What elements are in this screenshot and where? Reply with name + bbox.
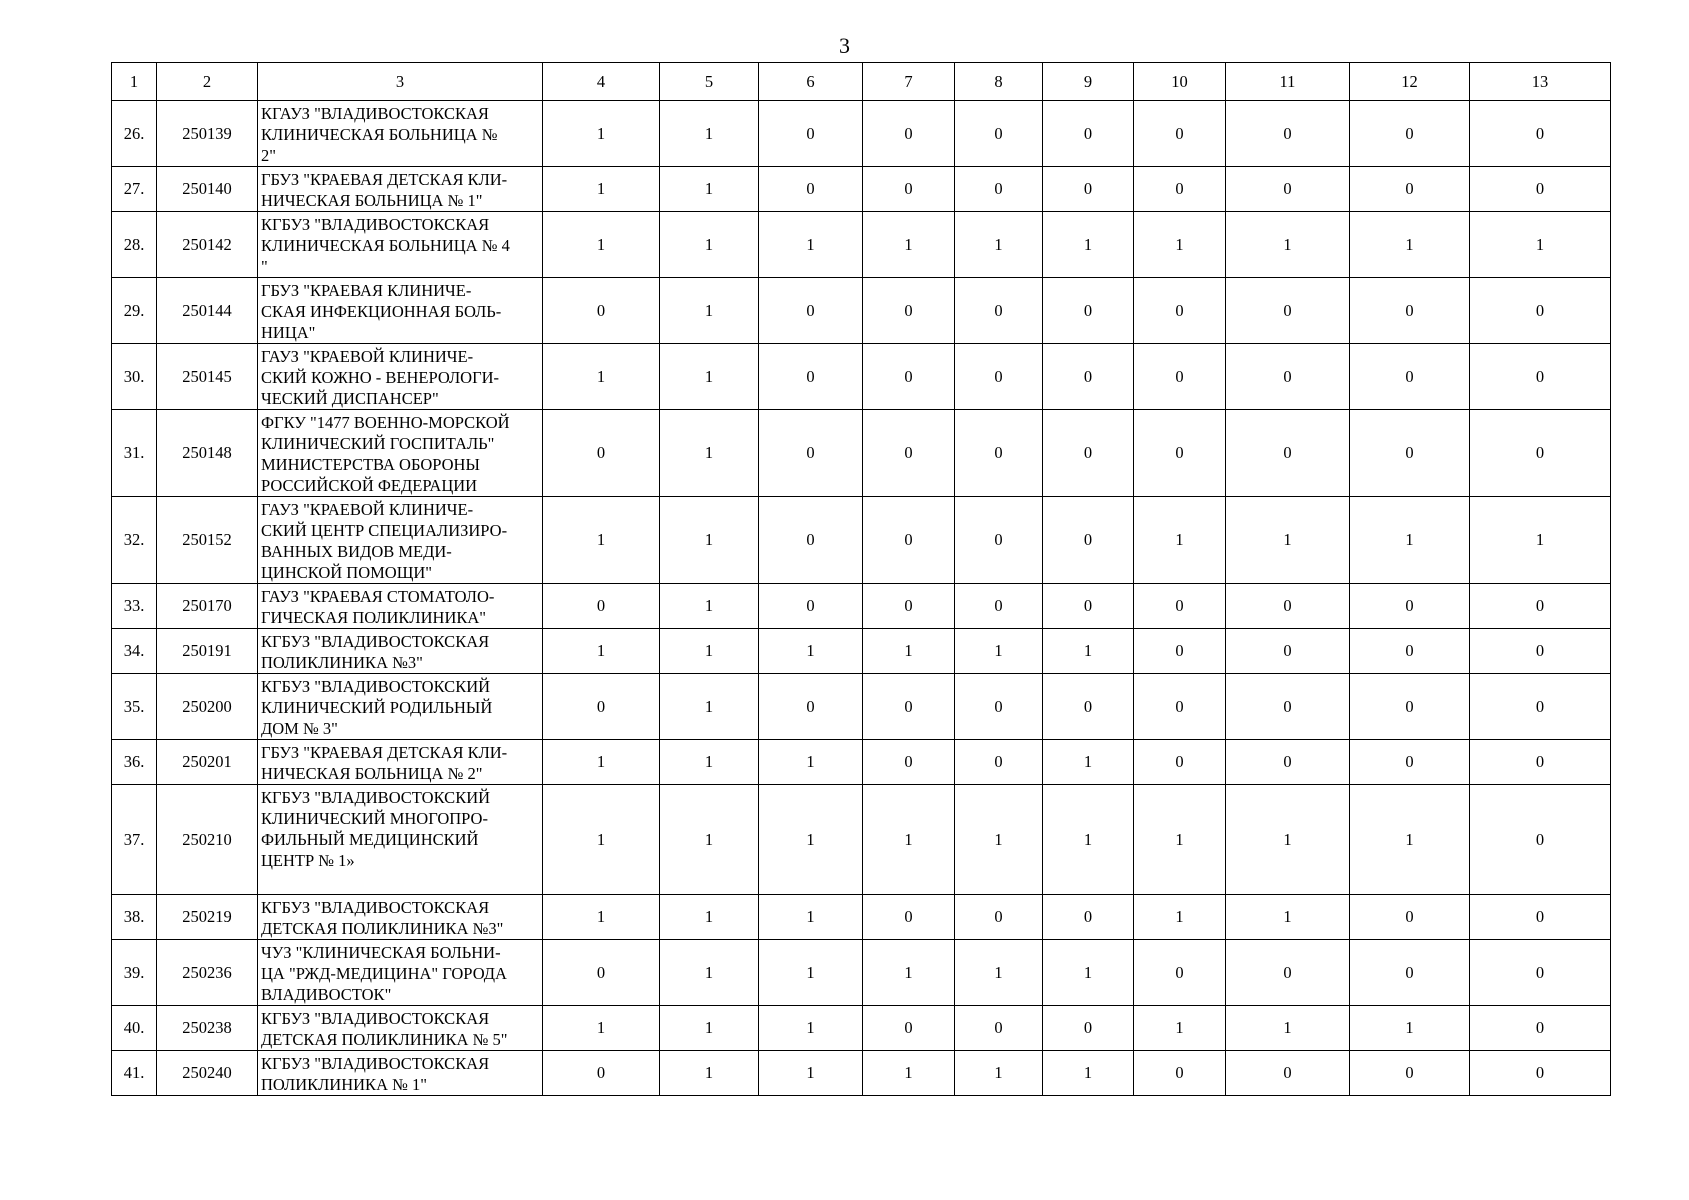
value-cell-col-7: 1 xyxy=(863,212,955,278)
value-cell-col-6: 1 xyxy=(759,895,863,940)
column-header-9: 9 xyxy=(1043,63,1134,101)
value-cell-col-10: 0 xyxy=(1134,584,1226,629)
value-cell-col-4: 1 xyxy=(543,895,660,940)
value-cell-col-13: 0 xyxy=(1470,629,1611,674)
organization-name: ГАУЗ "КРАЕВАЯ СТОМАТОЛО- ГИЧЕСКАЯ ПОЛИКЛИНИКА" xyxy=(258,584,543,629)
table-row xyxy=(112,410,1611,497)
table-row xyxy=(112,895,1611,940)
value-cell-col-11: 0 xyxy=(1226,278,1350,344)
column-header-7: 7 xyxy=(863,63,955,101)
value-cell-col-12: 0 xyxy=(1350,278,1470,344)
value-cell-col-6: 1 xyxy=(759,1006,863,1051)
row-number: 36. xyxy=(112,740,157,785)
value-cell-col-4: 0 xyxy=(543,278,660,344)
value-cell-col-8: 0 xyxy=(955,674,1043,740)
organization-name: КГБУЗ "ВЛАДИВОСТОКСКАЯ ПОЛИКЛИНИКА №3" xyxy=(258,629,543,674)
organization-code: 250201 xyxy=(157,740,258,785)
row-number: 38. xyxy=(112,895,157,940)
value-cell-col-13: 0 xyxy=(1470,344,1611,410)
value-cell-col-6: 1 xyxy=(759,1051,863,1096)
value-cell-col-8: 0 xyxy=(955,410,1043,497)
value-cell-col-13: 0 xyxy=(1470,940,1611,1006)
value-cell-col-5: 1 xyxy=(660,1006,759,1051)
row-number: 35. xyxy=(112,674,157,740)
row-number: 31. xyxy=(112,410,157,497)
value-cell-col-5: 1 xyxy=(660,344,759,410)
organization-code: 250144 xyxy=(157,278,258,344)
value-cell-col-4: 0 xyxy=(543,584,660,629)
value-cell-col-11: 0 xyxy=(1226,344,1350,410)
value-cell-col-5: 1 xyxy=(660,410,759,497)
organization-name: ГБУЗ "КРАЕВАЯ КЛИНИЧЕ- СКАЯ ИНФЕКЦИОННАЯ БОЛЬ- НИЦА" xyxy=(258,278,543,344)
value-cell-col-6: 0 xyxy=(759,410,863,497)
page-number: 3 xyxy=(839,33,850,58)
table-row xyxy=(112,785,1611,895)
value-cell-col-13: 0 xyxy=(1470,674,1611,740)
value-cell-col-8: 0 xyxy=(955,278,1043,344)
table-row xyxy=(112,101,1611,167)
organization-code: 250219 xyxy=(157,895,258,940)
value-cell-col-12: 0 xyxy=(1350,1051,1470,1096)
value-cell-col-8: 0 xyxy=(955,740,1043,785)
column-header-10: 10 xyxy=(1134,63,1226,101)
value-cell-col-7: 0 xyxy=(863,167,955,212)
value-cell-col-9: 1 xyxy=(1043,1051,1134,1096)
value-cell-col-7: 0 xyxy=(863,344,955,410)
value-cell-col-10: 0 xyxy=(1134,278,1226,344)
value-cell-col-6: 1 xyxy=(759,740,863,785)
value-cell-col-12: 0 xyxy=(1350,410,1470,497)
table-row xyxy=(112,344,1611,410)
value-cell-col-8: 0 xyxy=(955,344,1043,410)
value-cell-col-10: 1 xyxy=(1134,212,1226,278)
organization-code: 250142 xyxy=(157,212,258,278)
row-number: 32. xyxy=(112,497,157,584)
header-row xyxy=(112,63,1611,101)
value-cell-col-11: 1 xyxy=(1226,785,1350,895)
value-cell-col-5: 1 xyxy=(660,785,759,895)
value-cell-col-7: 0 xyxy=(863,674,955,740)
organization-name: КГБУЗ "ВЛАДИВОСТОКСКАЯ ДЕТСКАЯ ПОЛИКЛИНИКА № 5" xyxy=(258,1006,543,1051)
value-cell-col-9: 0 xyxy=(1043,167,1134,212)
row-number: 30. xyxy=(112,344,157,410)
organization-name: КГБУЗ "ВЛАДИВОСТОКСКИЙ КЛИНИЧЕСКИЙ МНОГОПРО- ФИЛЬНЫЙ МЕДИЦИНСКИЙ ЦЕНТР № 1» xyxy=(258,785,543,895)
value-cell-col-8: 0 xyxy=(955,101,1043,167)
value-cell-col-6: 0 xyxy=(759,497,863,584)
value-cell-col-10: 0 xyxy=(1134,740,1226,785)
organization-name: КГБУЗ "ВЛАДИВОСТОКСКАЯ ДЕТСКАЯ ПОЛИКЛИНИКА №3" xyxy=(258,895,543,940)
value-cell-col-5: 1 xyxy=(660,629,759,674)
column-header-1: 1 xyxy=(112,63,157,101)
value-cell-col-7: 1 xyxy=(863,1051,955,1096)
column-header-6: 6 xyxy=(759,63,863,101)
table-row xyxy=(112,1006,1611,1051)
organization-code: 250236 xyxy=(157,940,258,1006)
organization-name: ГАУЗ "КРАЕВОЙ КЛИНИЧЕ- СКИЙ КОЖНО - ВЕНЕРОЛОГИ- ЧЕСКИЙ ДИСПАНСЕР" xyxy=(258,344,543,410)
value-cell-col-12: 1 xyxy=(1350,497,1470,584)
value-cell-col-8: 0 xyxy=(955,167,1043,212)
value-cell-col-10: 0 xyxy=(1134,1051,1226,1096)
organization-code: 250145 xyxy=(157,344,258,410)
value-cell-col-12: 0 xyxy=(1350,167,1470,212)
value-cell-col-8: 0 xyxy=(955,497,1043,584)
value-cell-col-12: 0 xyxy=(1350,629,1470,674)
value-cell-col-11: 1 xyxy=(1226,212,1350,278)
value-cell-col-11: 0 xyxy=(1226,167,1350,212)
value-cell-col-12: 1 xyxy=(1350,1006,1470,1051)
data-table xyxy=(111,62,1611,1096)
value-cell-col-7: 1 xyxy=(863,785,955,895)
value-cell-col-7: 0 xyxy=(863,278,955,344)
value-cell-col-5: 1 xyxy=(660,895,759,940)
value-cell-col-12: 0 xyxy=(1350,344,1470,410)
value-cell-col-4: 1 xyxy=(543,785,660,895)
value-cell-col-10: 0 xyxy=(1134,410,1226,497)
value-cell-col-10: 1 xyxy=(1134,785,1226,895)
value-cell-col-13: 1 xyxy=(1470,212,1611,278)
organization-name: ЧУЗ "КЛИНИЧЕСКАЯ БОЛЬНИ- ЦА "РЖД-МЕДИЦИНА" ГОРОДА ВЛАДИВОСТОК" xyxy=(258,940,543,1006)
column-header-3: 3 xyxy=(258,63,543,101)
value-cell-col-5: 1 xyxy=(660,497,759,584)
value-cell-col-8: 1 xyxy=(955,785,1043,895)
value-cell-col-8: 0 xyxy=(955,584,1043,629)
value-cell-col-9: 0 xyxy=(1043,278,1134,344)
value-cell-col-13: 0 xyxy=(1470,101,1611,167)
value-cell-col-12: 1 xyxy=(1350,212,1470,278)
organization-name: КГБУЗ "ВЛАДИВОСТОКСКАЯ КЛИНИЧЕСКАЯ БОЛЬНИЦА № 4 " xyxy=(258,212,543,278)
organization-code: 250170 xyxy=(157,584,258,629)
value-cell-col-9: 0 xyxy=(1043,674,1134,740)
table-row xyxy=(112,674,1611,740)
row-number: 29. xyxy=(112,278,157,344)
value-cell-col-11: 0 xyxy=(1226,940,1350,1006)
value-cell-col-4: 0 xyxy=(543,1051,660,1096)
value-cell-col-10: 1 xyxy=(1134,895,1226,940)
value-cell-col-4: 0 xyxy=(543,674,660,740)
row-number: 41. xyxy=(112,1051,157,1096)
value-cell-col-11: 1 xyxy=(1226,895,1350,940)
column-header-5: 5 xyxy=(660,63,759,101)
value-cell-col-9: 0 xyxy=(1043,497,1134,584)
value-cell-col-7: 0 xyxy=(863,740,955,785)
value-cell-col-13: 1 xyxy=(1470,497,1611,584)
value-cell-col-6: 0 xyxy=(759,101,863,167)
value-cell-col-11: 0 xyxy=(1226,101,1350,167)
value-cell-col-8: 1 xyxy=(955,629,1043,674)
value-cell-col-9: 1 xyxy=(1043,740,1134,785)
organization-name: КГАУЗ "ВЛАДИВОСТОКСКАЯ КЛИНИЧЕСКАЯ БОЛЬНИЦА № 2" xyxy=(258,101,543,167)
value-cell-col-6: 1 xyxy=(759,212,863,278)
value-cell-col-11: 0 xyxy=(1226,584,1350,629)
organization-name: ГАУЗ "КРАЕВОЙ КЛИНИЧЕ- СКИЙ ЦЕНТР СПЕЦИАЛИЗИРО- ВАННЫХ ВИДОВ МЕДИ- ЦИНСКОЙ ПОМОЩИ" xyxy=(258,497,543,584)
row-number: 26. xyxy=(112,101,157,167)
value-cell-col-4: 0 xyxy=(543,940,660,1006)
value-cell-col-12: 0 xyxy=(1350,674,1470,740)
value-cell-col-9: 0 xyxy=(1043,344,1134,410)
value-cell-col-7: 0 xyxy=(863,497,955,584)
organization-code: 250238 xyxy=(157,1006,258,1051)
value-cell-col-6: 0 xyxy=(759,278,863,344)
organization-name: КГБУЗ "ВЛАДИВОСТОКСКИЙ КЛИНИЧЕСКИЙ РОДИЛЬНЫЙ ДОМ № 3" xyxy=(258,674,543,740)
value-cell-col-7: 1 xyxy=(863,629,955,674)
value-cell-col-13: 0 xyxy=(1470,584,1611,629)
value-cell-col-7: 0 xyxy=(863,410,955,497)
value-cell-col-13: 0 xyxy=(1470,785,1611,895)
value-cell-col-5: 1 xyxy=(660,740,759,785)
row-number: 34. xyxy=(112,629,157,674)
organization-name: ГБУЗ "КРАЕВАЯ ДЕТСКАЯ КЛИ- НИЧЕСКАЯ БОЛЬНИЦА № 1" xyxy=(258,167,543,212)
value-cell-col-7: 0 xyxy=(863,1006,955,1051)
value-cell-col-4: 1 xyxy=(543,101,660,167)
value-cell-col-10: 0 xyxy=(1134,940,1226,1006)
organization-code: 250140 xyxy=(157,167,258,212)
value-cell-col-10: 0 xyxy=(1134,629,1226,674)
value-cell-col-12: 0 xyxy=(1350,584,1470,629)
value-cell-col-12: 0 xyxy=(1350,101,1470,167)
value-cell-col-5: 1 xyxy=(660,278,759,344)
row-number: 39. xyxy=(112,940,157,1006)
value-cell-col-12: 0 xyxy=(1350,895,1470,940)
column-header-4: 4 xyxy=(543,63,660,101)
value-cell-col-9: 1 xyxy=(1043,940,1134,1006)
table-row xyxy=(112,584,1611,629)
value-cell-col-9: 0 xyxy=(1043,410,1134,497)
value-cell-col-11: 0 xyxy=(1226,410,1350,497)
organization-code: 250191 xyxy=(157,629,258,674)
value-cell-col-4: 1 xyxy=(543,497,660,584)
value-cell-col-4: 1 xyxy=(543,1006,660,1051)
value-cell-col-11: 1 xyxy=(1226,497,1350,584)
value-cell-col-4: 1 xyxy=(543,629,660,674)
table-row xyxy=(112,940,1611,1006)
value-cell-col-8: 1 xyxy=(955,1051,1043,1096)
value-cell-col-6: 1 xyxy=(759,629,863,674)
column-header-2: 2 xyxy=(157,63,258,101)
value-cell-col-13: 0 xyxy=(1470,740,1611,785)
value-cell-col-7: 0 xyxy=(863,101,955,167)
value-cell-col-9: 1 xyxy=(1043,629,1134,674)
value-cell-col-12: 0 xyxy=(1350,940,1470,1006)
value-cell-col-12: 0 xyxy=(1350,740,1470,785)
value-cell-col-5: 1 xyxy=(660,940,759,1006)
organization-code: 250152 xyxy=(157,497,258,584)
value-cell-col-6: 0 xyxy=(759,167,863,212)
value-cell-col-13: 0 xyxy=(1470,278,1611,344)
value-cell-col-7: 1 xyxy=(863,940,955,1006)
organization-name: ФГКУ "1477 ВОЕННО-МОРСКОЙ КЛИНИЧЕСКИЙ ГОСПИТАЛЬ" МИНИСТЕРСТВА ОБОРОНЫ РОССИЙСКОЙ ФЕДЕРАЦИИ xyxy=(258,410,543,497)
row-number: 28. xyxy=(112,212,157,278)
value-cell-col-6: 0 xyxy=(759,344,863,410)
table-body xyxy=(112,101,1611,1096)
value-cell-col-6: 1 xyxy=(759,940,863,1006)
value-cell-col-10: 1 xyxy=(1134,1006,1226,1051)
organization-code: 250210 xyxy=(157,785,258,895)
value-cell-col-12: 1 xyxy=(1350,785,1470,895)
organization-code: 250148 xyxy=(157,410,258,497)
value-cell-col-7: 0 xyxy=(863,584,955,629)
value-cell-col-6: 0 xyxy=(759,674,863,740)
value-cell-col-5: 1 xyxy=(660,167,759,212)
value-cell-col-4: 1 xyxy=(543,212,660,278)
value-cell-col-9: 1 xyxy=(1043,212,1134,278)
row-number: 37. xyxy=(112,785,157,895)
value-cell-col-9: 0 xyxy=(1043,584,1134,629)
value-cell-col-10: 1 xyxy=(1134,497,1226,584)
value-cell-col-13: 0 xyxy=(1470,410,1611,497)
value-cell-col-4: 0 xyxy=(543,410,660,497)
value-cell-col-4: 1 xyxy=(543,167,660,212)
table-row xyxy=(112,1051,1611,1096)
value-cell-col-10: 0 xyxy=(1134,674,1226,740)
value-cell-col-11: 0 xyxy=(1226,674,1350,740)
value-cell-col-6: 1 xyxy=(759,785,863,895)
column-header-11: 11 xyxy=(1226,63,1350,101)
table-row xyxy=(112,629,1611,674)
organization-code: 250200 xyxy=(157,674,258,740)
value-cell-col-5: 1 xyxy=(660,212,759,278)
column-header-12: 12 xyxy=(1350,63,1470,101)
value-cell-col-9: 0 xyxy=(1043,895,1134,940)
row-number: 27. xyxy=(112,167,157,212)
organization-code: 250139 xyxy=(157,101,258,167)
column-header-8: 8 xyxy=(955,63,1043,101)
value-cell-col-11: 0 xyxy=(1226,1051,1350,1096)
column-header-13: 13 xyxy=(1470,63,1611,101)
value-cell-col-5: 1 xyxy=(660,101,759,167)
table-row xyxy=(112,740,1611,785)
value-cell-col-13: 0 xyxy=(1470,1051,1611,1096)
value-cell-col-13: 0 xyxy=(1470,1006,1611,1051)
value-cell-col-8: 1 xyxy=(955,940,1043,1006)
value-cell-col-10: 0 xyxy=(1134,344,1226,410)
value-cell-col-9: 0 xyxy=(1043,1006,1134,1051)
value-cell-col-8: 0 xyxy=(955,1006,1043,1051)
value-cell-col-5: 1 xyxy=(660,584,759,629)
value-cell-col-11: 0 xyxy=(1226,629,1350,674)
value-cell-col-7: 0 xyxy=(863,895,955,940)
value-cell-col-13: 0 xyxy=(1470,895,1611,940)
value-cell-col-10: 0 xyxy=(1134,167,1226,212)
organization-name: КГБУЗ "ВЛАДИВОСТОКСКАЯ ПОЛИКЛИНИКА № 1" xyxy=(258,1051,543,1096)
row-number: 40. xyxy=(112,1006,157,1051)
value-cell-col-4: 1 xyxy=(543,740,660,785)
value-cell-col-9: 1 xyxy=(1043,785,1134,895)
value-cell-col-9: 0 xyxy=(1043,101,1134,167)
value-cell-col-13: 0 xyxy=(1470,167,1611,212)
table-row xyxy=(112,212,1611,278)
organization-name: ГБУЗ "КРАЕВАЯ ДЕТСКАЯ КЛИ- НИЧЕСКАЯ БОЛЬНИЦА № 2" xyxy=(258,740,543,785)
value-cell-col-8: 0 xyxy=(955,895,1043,940)
value-cell-col-8: 1 xyxy=(955,212,1043,278)
value-cell-col-5: 1 xyxy=(660,1051,759,1096)
table-row xyxy=(112,278,1611,344)
value-cell-col-5: 1 xyxy=(660,674,759,740)
organization-code: 250240 xyxy=(157,1051,258,1096)
value-cell-col-10: 0 xyxy=(1134,101,1226,167)
table-header xyxy=(112,63,1611,101)
value-cell-col-11: 1 xyxy=(1226,1006,1350,1051)
table-row xyxy=(112,167,1611,212)
value-cell-col-6: 0 xyxy=(759,584,863,629)
row-number: 33. xyxy=(112,584,157,629)
value-cell-col-4: 1 xyxy=(543,344,660,410)
value-cell-col-11: 0 xyxy=(1226,740,1350,785)
table-row xyxy=(112,497,1611,584)
